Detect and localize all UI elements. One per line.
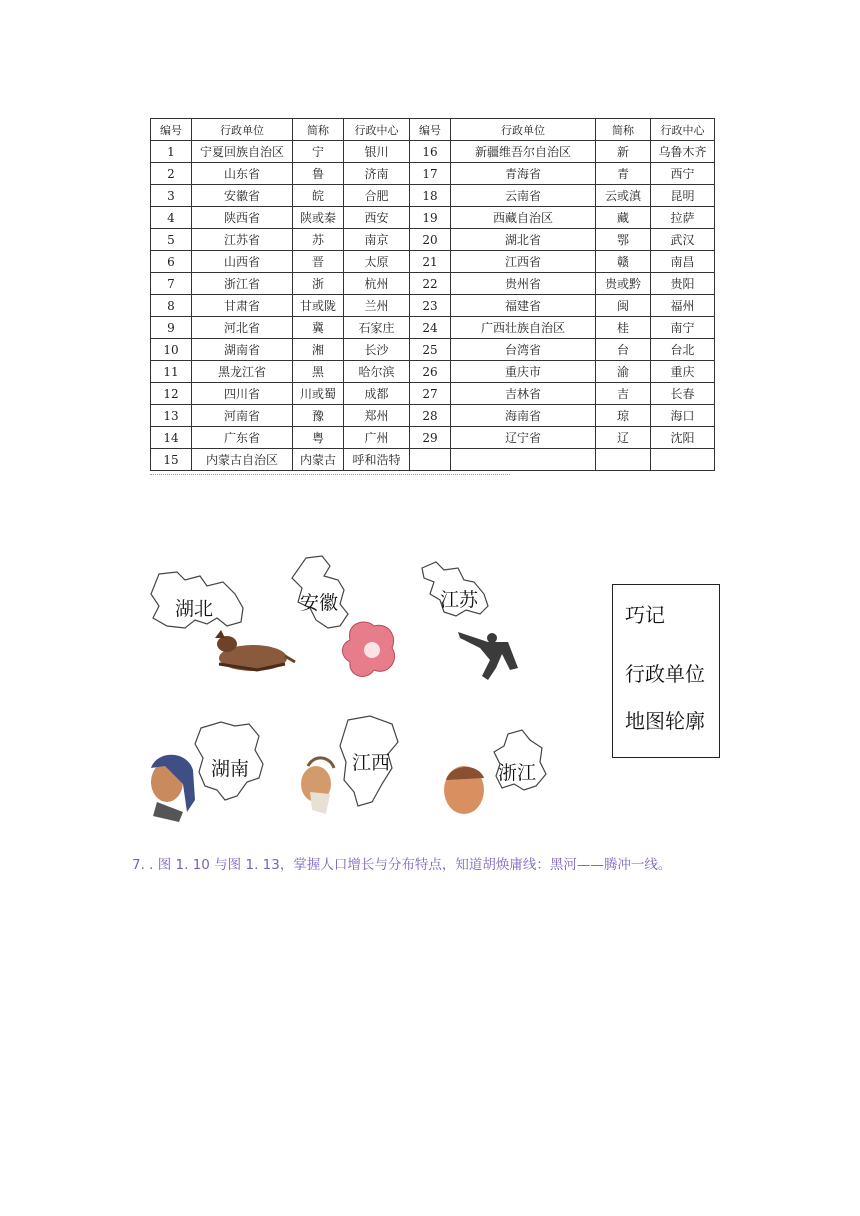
table-row bbox=[151, 361, 715, 383]
cell-center-2: 武汉 bbox=[651, 229, 715, 251]
mnemonic-box bbox=[612, 584, 720, 758]
cell-center: 郑州 bbox=[344, 405, 410, 427]
cell-abbr-2: 青 bbox=[596, 163, 651, 185]
table-row bbox=[151, 449, 715, 471]
header-center-2: 行政中心 bbox=[651, 119, 715, 141]
table-row bbox=[151, 229, 715, 251]
cell-unit: 陕西省 bbox=[192, 207, 293, 229]
cell-abbr-2 bbox=[596, 449, 651, 471]
cell-abbr: 浙 bbox=[293, 273, 344, 295]
cell-unit: 河北省 bbox=[192, 317, 293, 339]
martial-artist-icon bbox=[418, 558, 538, 690]
cell-unit-2 bbox=[451, 449, 596, 471]
cell-number: 11 bbox=[151, 361, 192, 383]
cell-center: 杭州 bbox=[344, 273, 410, 295]
cell-number-2: 19 bbox=[410, 207, 451, 229]
cell-center-2: 西宁 bbox=[651, 163, 715, 185]
header-number-2: 编号 bbox=[410, 119, 451, 141]
cell-number: 15 bbox=[151, 449, 192, 471]
cell-unit-2: 湖北省 bbox=[451, 229, 596, 251]
cell-abbr: 冀 bbox=[293, 317, 344, 339]
cut-off-text-line bbox=[150, 474, 510, 481]
cell-unit-2: 云南省 bbox=[451, 185, 596, 207]
cell-unit: 黑龙江省 bbox=[192, 361, 293, 383]
province-table-wrapper bbox=[150, 118, 715, 471]
cell-unit-2: 广西壮族自治区 bbox=[451, 317, 596, 339]
table-row bbox=[151, 185, 715, 207]
cell-center: 广州 bbox=[344, 427, 410, 449]
cell-center: 银川 bbox=[344, 141, 410, 163]
cell-abbr: 陕或秦 bbox=[293, 207, 344, 229]
cell-abbr-2: 贵或黔 bbox=[596, 273, 651, 295]
flower-icon bbox=[288, 552, 418, 687]
cell-unit: 江苏省 bbox=[192, 229, 293, 251]
cell-center-2: 南昌 bbox=[651, 251, 715, 273]
cell-center-2: 乌鲁木齐 bbox=[651, 141, 715, 163]
cell-number-2: 23 bbox=[410, 295, 451, 317]
cell-abbr: 湘 bbox=[293, 339, 344, 361]
cell-center: 太原 bbox=[344, 251, 410, 273]
cell-abbr-2: 闽 bbox=[596, 295, 651, 317]
cell-number-2: 17 bbox=[410, 163, 451, 185]
table-row bbox=[151, 207, 715, 229]
table-row bbox=[151, 273, 715, 295]
cell-number: 7 bbox=[151, 273, 192, 295]
cell-number-2: 24 bbox=[410, 317, 451, 339]
cell-center-2: 沈阳 bbox=[651, 427, 715, 449]
hubei-label: 湖北 bbox=[175, 598, 214, 620]
cell-unit: 浙江省 bbox=[192, 273, 293, 295]
header-unit: 行政单位 bbox=[192, 119, 293, 141]
header-number: 编号 bbox=[151, 119, 192, 141]
jiangxi-map-group bbox=[296, 714, 406, 824]
cell-abbr-2: 桂 bbox=[596, 317, 651, 339]
cell-unit-2: 海南省 bbox=[451, 405, 596, 427]
cell-center: 呼和浩特 bbox=[344, 449, 410, 471]
cell-abbr-2: 鄂 bbox=[596, 229, 651, 251]
cell-unit-2: 福建省 bbox=[451, 295, 596, 317]
cell-number-2: 20 bbox=[410, 229, 451, 251]
header-abbr: 简称 bbox=[293, 119, 344, 141]
cell-center: 南京 bbox=[344, 229, 410, 251]
table-row bbox=[151, 339, 715, 361]
cell-number: 2 bbox=[151, 163, 192, 185]
cell-abbr-2: 云或滇 bbox=[596, 185, 651, 207]
cell-number: 1 bbox=[151, 141, 192, 163]
cell-abbr-2: 吉 bbox=[596, 383, 651, 405]
table-row bbox=[151, 141, 715, 163]
cell-abbr: 苏 bbox=[293, 229, 344, 251]
cell-abbr: 皖 bbox=[293, 185, 344, 207]
cell-center: 哈尔滨 bbox=[344, 361, 410, 383]
cell-number-2: 25 bbox=[410, 339, 451, 361]
table-row bbox=[151, 163, 715, 185]
cell-unit-2: 辽宁省 bbox=[451, 427, 596, 449]
cell-unit: 内蒙古自治区 bbox=[192, 449, 293, 471]
population-note: 7. . 图 1. 10 与图 1. 13，掌握人口增长与分布特点，知道胡焕庸线：黑河——腾冲一线。 bbox=[132, 857, 672, 873]
cell-center: 济南 bbox=[344, 163, 410, 185]
cell-number: 10 bbox=[151, 339, 192, 361]
cell-center-2: 福州 bbox=[651, 295, 715, 317]
cell-number: 4 bbox=[151, 207, 192, 229]
province-table bbox=[150, 118, 715, 471]
cell-unit-2: 新疆维吾尔自治区 bbox=[451, 141, 596, 163]
cell-number-2: 22 bbox=[410, 273, 451, 295]
cell-abbr-2: 藏 bbox=[596, 207, 651, 229]
cell-center: 合肥 bbox=[344, 185, 410, 207]
old-man-portrait-icon bbox=[296, 714, 406, 824]
cell-unit: 广东省 bbox=[192, 427, 293, 449]
cell-abbr: 豫 bbox=[293, 405, 344, 427]
cell-center-2: 贵阳 bbox=[651, 273, 715, 295]
cell-abbr-2: 渝 bbox=[596, 361, 651, 383]
header-abbr-2: 简称 bbox=[596, 119, 651, 141]
anhui-map-group bbox=[288, 552, 418, 687]
cell-number: 13 bbox=[151, 405, 192, 427]
cell-unit-2: 贵州省 bbox=[451, 273, 596, 295]
cell-center-2: 重庆 bbox=[651, 361, 715, 383]
header-unit-2: 行政单位 bbox=[451, 119, 596, 141]
jiangsu-label: 江苏 bbox=[440, 589, 479, 611]
cell-abbr: 粤 bbox=[293, 427, 344, 449]
table-row bbox=[151, 383, 715, 405]
cell-unit: 安徽省 bbox=[192, 185, 293, 207]
cell-unit-2: 青海省 bbox=[451, 163, 596, 185]
cell-abbr-2: 辽 bbox=[596, 427, 651, 449]
cell-unit: 甘肃省 bbox=[192, 295, 293, 317]
cell-center: 长沙 bbox=[344, 339, 410, 361]
hunan-label: 湖南 bbox=[211, 758, 250, 780]
cell-center-2 bbox=[651, 449, 715, 471]
mnemonic-line-2: 行政单位 bbox=[625, 662, 705, 686]
jiangsu-map-group bbox=[418, 558, 538, 690]
cell-number-2: 16 bbox=[410, 141, 451, 163]
anhui-label: 安徽 bbox=[300, 592, 339, 614]
cell-center-2: 南宁 bbox=[651, 317, 715, 339]
table-row bbox=[151, 427, 715, 449]
cell-abbr: 甘或陇 bbox=[293, 295, 344, 317]
table-row bbox=[151, 405, 715, 427]
table-row bbox=[151, 295, 715, 317]
cell-number: 5 bbox=[151, 229, 192, 251]
cell-number-2: 21 bbox=[410, 251, 451, 273]
cell-abbr: 晋 bbox=[293, 251, 344, 273]
cell-number: 9 bbox=[151, 317, 192, 339]
cell-abbr-2: 新 bbox=[596, 141, 651, 163]
mnemonic-line-1: 巧记 bbox=[625, 603, 665, 627]
cell-unit: 河南省 bbox=[192, 405, 293, 427]
cell-abbr: 鲁 bbox=[293, 163, 344, 185]
cell-abbr-2: 赣 bbox=[596, 251, 651, 273]
cell-unit-2: 台湾省 bbox=[451, 339, 596, 361]
hubei-map-group bbox=[145, 566, 305, 681]
woman-portrait-icon bbox=[143, 720, 273, 825]
cell-unit: 湖南省 bbox=[192, 339, 293, 361]
cell-number: 12 bbox=[151, 383, 192, 405]
cell-unit: 山东省 bbox=[192, 163, 293, 185]
cell-center-2: 台北 bbox=[651, 339, 715, 361]
cell-unit-2: 重庆市 bbox=[451, 361, 596, 383]
cell-number-2: 29 bbox=[410, 427, 451, 449]
table-header-row bbox=[151, 119, 715, 141]
table-row bbox=[151, 317, 715, 339]
man-portrait-icon bbox=[438, 726, 558, 826]
zhejiang-label: 浙江 bbox=[498, 762, 537, 784]
cell-abbr-2: 台 bbox=[596, 339, 651, 361]
cell-number-2 bbox=[410, 449, 451, 471]
cell-unit: 山西省 bbox=[192, 251, 293, 273]
cell-abbr: 川或蜀 bbox=[293, 383, 344, 405]
cell-abbr: 宁 bbox=[293, 141, 344, 163]
mnemonic-line-3: 地图轮廓 bbox=[625, 709, 705, 733]
dog-icon bbox=[145, 566, 305, 681]
header-center: 行政中心 bbox=[344, 119, 410, 141]
cell-center: 成都 bbox=[344, 383, 410, 405]
cell-center: 石家庄 bbox=[344, 317, 410, 339]
cell-unit-2: 西藏自治区 bbox=[451, 207, 596, 229]
cell-number: 6 bbox=[151, 251, 192, 273]
table-row bbox=[151, 251, 715, 273]
zhejiang-map-group bbox=[438, 726, 558, 826]
cell-number: 8 bbox=[151, 295, 192, 317]
cell-number-2: 26 bbox=[410, 361, 451, 383]
cell-abbr-2: 琼 bbox=[596, 405, 651, 427]
cell-number-2: 18 bbox=[410, 185, 451, 207]
cell-center: 西安 bbox=[344, 207, 410, 229]
cell-abbr: 黑 bbox=[293, 361, 344, 383]
table-body bbox=[151, 141, 715, 471]
cell-number-2: 27 bbox=[410, 383, 451, 405]
cell-unit: 四川省 bbox=[192, 383, 293, 405]
cell-center-2: 拉萨 bbox=[651, 207, 715, 229]
cell-center-2: 昆明 bbox=[651, 185, 715, 207]
cell-number-2: 28 bbox=[410, 405, 451, 427]
cell-center: 兰州 bbox=[344, 295, 410, 317]
cell-abbr: 内蒙古 bbox=[293, 449, 344, 471]
cell-number: 3 bbox=[151, 185, 192, 207]
cell-unit-2: 江西省 bbox=[451, 251, 596, 273]
cell-center-2: 长春 bbox=[651, 383, 715, 405]
hunan-map-group bbox=[143, 720, 273, 825]
jiangxi-label: 江西 bbox=[352, 752, 391, 774]
cell-unit: 宁夏回族自治区 bbox=[192, 141, 293, 163]
cell-unit-2: 吉林省 bbox=[451, 383, 596, 405]
cell-number: 14 bbox=[151, 427, 192, 449]
cell-center-2: 海口 bbox=[651, 405, 715, 427]
